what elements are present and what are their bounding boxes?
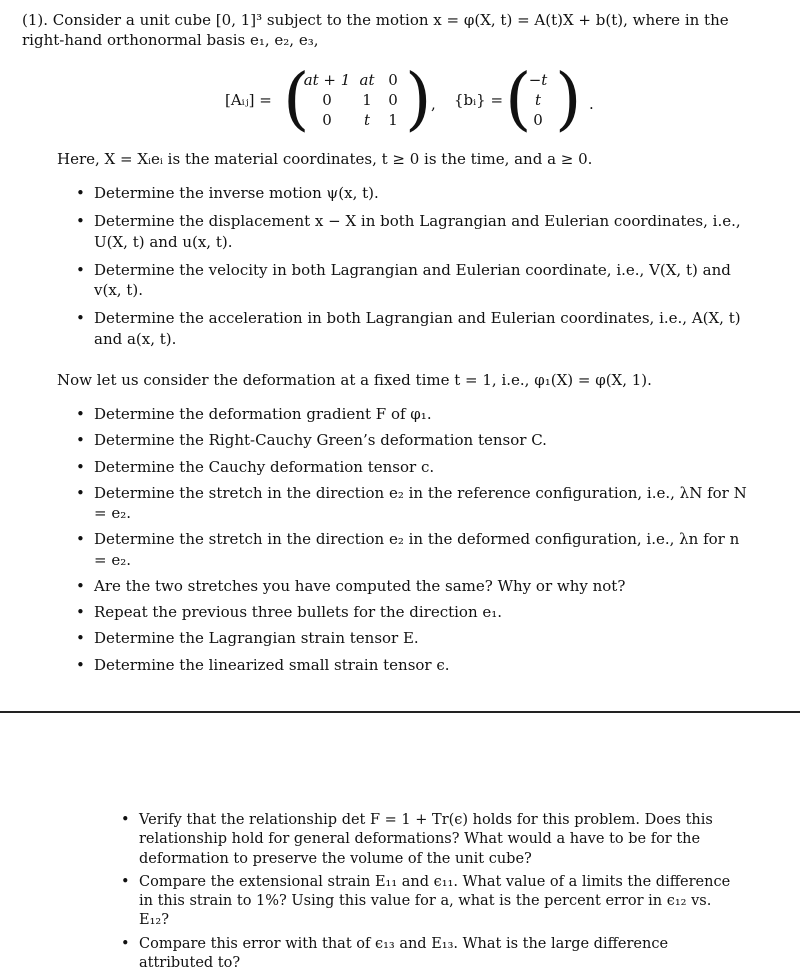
matrix-cell: at: [359, 71, 375, 89]
list-item: [76, 457, 756, 477]
matrix-cell: 1: [362, 91, 372, 109]
list-item: [76, 211, 756, 252]
task-list-strain: [121, 811, 741, 977]
list-item-text: Determine the deformation gradient F of φ₁.: [94, 405, 432, 423]
list-item-text: Determine the linearized small strain tensor ϵ.: [94, 655, 450, 674]
matrix-cell: 0: [322, 111, 332, 129]
page-bottom-section: [0, 711, 800, 971]
list-item-text: Determine the acceleration in both Lagrangian and Eulerian coordinates, i.e., A(X, t) and a(x, t).: [94, 309, 741, 348]
bullet-icon: •: [76, 184, 85, 202]
bullet-icon: •: [76, 629, 85, 648]
list-item-text: Determine the displacement x − X in both Lagrangian and Eulerian coordinates, i.e., U(X, t) and u(x, t).: [94, 212, 741, 251]
left-paren-icon: (: [283, 60, 310, 139]
matrix-cell: 0: [322, 91, 332, 109]
bullet-icon: •: [121, 812, 130, 828]
now-line: Now let us consider the deformation at a fixed time t = 1, i.e., φ₁(X) = φ(X, 1).: [57, 371, 652, 389]
right-paren-icon: ): [555, 60, 582, 139]
list-item-text: Determine the Lagrangian strain tensor E.: [94, 629, 419, 648]
list-item-text: Are the two stretches you have computed the same? Why or why not?: [94, 576, 626, 595]
list-item: [76, 430, 756, 450]
vector-cell: −t: [528, 71, 548, 89]
list-item-text: Determine the stretch in the direction e₂ in the deformed configuration, i.e., λn for n = e₂.: [94, 530, 740, 569]
bullet-icon: •: [76, 457, 85, 476]
bullet-icon: •: [76, 483, 85, 502]
bullet-icon: •: [76, 603, 85, 621]
list-item: [76, 308, 756, 349]
list-item: [76, 576, 756, 596]
left-paren-icon: (: [505, 60, 532, 139]
matrix-label: [Aᵢⱼ] =: [225, 91, 272, 109]
matrix-cell: 0: [388, 91, 398, 109]
list-item-text: Determine the Cauchy deformation tensor c.: [94, 457, 435, 476]
vector-label: {bᵢ} =: [454, 91, 504, 109]
list-item-text: Repeat the previous three bullets for the direction e₁.: [94, 603, 503, 621]
list-item: [121, 811, 741, 869]
right-paren-icon: ): [405, 60, 432, 139]
matrix-cell: t: [363, 111, 371, 129]
matrix-cell: 1: [388, 111, 398, 129]
here-line: Here, X = Xᵢeᵢ is the material coordinates, t ≥ 0 is the time, and a ≥ 0.: [57, 150, 593, 168]
bullet-icon: •: [76, 530, 85, 549]
bullet-icon: •: [76, 212, 85, 231]
list-item-text: Compare the extensional strain E₁₁ and ϵ₁₁. What value of a limits the difference in this strain to 1%? Using this value for a, what is the percent error in ϵ₁₂ vs. E₁₂?: [139, 873, 731, 929]
bullet-icon: •: [121, 873, 130, 890]
matrix-equation: [225, 60, 605, 139]
bullet-icon: •: [76, 405, 85, 423]
list-item: [121, 873, 741, 931]
matrix-cell: 0: [388, 71, 398, 89]
period: .: [589, 95, 594, 113]
list-item-text: Determine the stretch in the direction e₂ in the reference configuration, i.e., λN for N = e₂.: [94, 483, 747, 522]
bullet-icon: •: [76, 576, 85, 595]
bullet-icon: •: [121, 935, 130, 952]
list-item-text: Compare this error with that of ϵ₁₃ and E₁₃. What is the large difference attributed to?: [139, 935, 669, 971]
comma: ,: [431, 95, 436, 113]
list-item-text: Determine the Right-Cauchy Green’s deformation tensor C.: [94, 431, 547, 450]
list-item: [76, 529, 756, 570]
bullet-icon: •: [76, 260, 85, 279]
list-item: [76, 628, 756, 648]
problem-intro: (1). Consider a unit cube [0, 1]³ subject to the motion x = φ(X, t) = A(t)X + b(t), where in the right-hand orthonormal basis e₁, e₂, e₃,: [22, 11, 729, 50]
list-item: [76, 183, 756, 203]
list-item-text: Determine the inverse motion ψ(x, t).: [94, 184, 379, 202]
list-item: [76, 260, 756, 301]
vector-cell: t: [534, 91, 542, 109]
bullet-icon: •: [76, 655, 85, 674]
list-item-text: Verify that the relationship det F = 1 + Tr(ϵ) holds for this problem. Does this relationship hold for general deformations? What would a have to be for the deformation to preserve the volume of the unit cube?: [139, 812, 713, 867]
list-item: [76, 655, 756, 675]
bullet-icon: •: [76, 309, 85, 328]
task-list-motion: [76, 183, 756, 357]
list-item: [76, 602, 756, 622]
list-item: [76, 483, 756, 524]
list-item: [76, 404, 756, 424]
matrix-cell: at + 1: [303, 71, 351, 89]
bullet-icon: •: [76, 431, 85, 450]
list-item-text: Determine the velocity in both Lagrangian and Eulerian coordinate, i.e., V(X, t) and v(x, t).: [94, 260, 731, 299]
vector-cell: 0: [533, 111, 543, 129]
list-item: [121, 935, 741, 974]
task-list-deformation: [76, 404, 756, 681]
